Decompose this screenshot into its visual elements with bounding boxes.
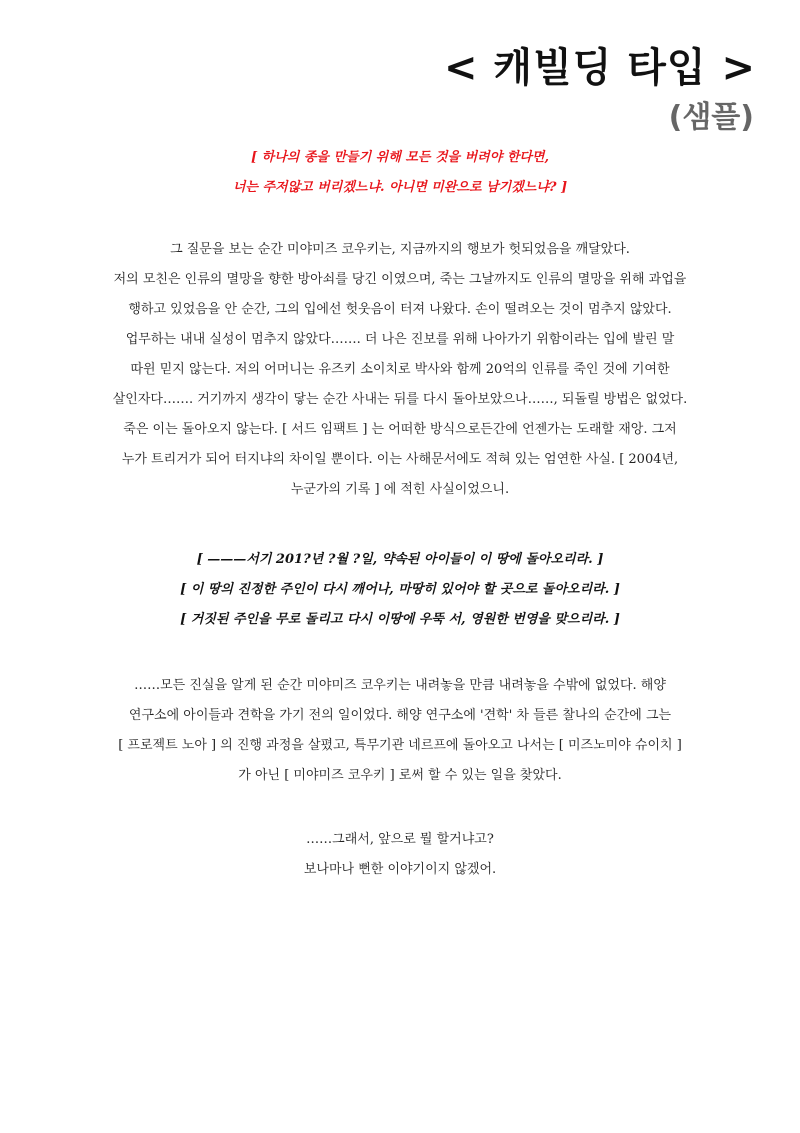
paragraph-line: 연구소에 아이들과 견학을 가기 전의 일이었다. 해양 연구소에 '견학' 차 들른 찰나의 순간에 그는 xyxy=(128,708,672,723)
paragraph-line: 그 질문을 보는 순간 미야미즈 코우키는, 지금까지의 행보가 헛되었음을 깨달았다. xyxy=(170,242,630,257)
paragraph-line: 누가 트리거가 되어 터지냐의 차이일 뿐이다. 이는 사해문서에도 적혀 있는 엄연한 사실. [ 2004년, xyxy=(121,452,679,467)
paragraph-line: 행하고 있었음을 안 순간, 그의 입에선 헛웃음이 터져 나왔다. 손이 떨려오는 것이 멈추지 않았다. xyxy=(128,302,672,317)
page-title: < 캐빌딩 타입 > xyxy=(443,45,756,91)
closing-text xyxy=(60,830,740,890)
quote-line: [ ———서기 201?년 ?월 ?일, 약속된 아이들이 이 땅에 돌아오리라. ] xyxy=(196,552,604,567)
paragraph-line: 누군가의 기록 ] 에 적힌 사실이었으니. xyxy=(290,482,510,497)
paragraph-1 xyxy=(60,240,740,510)
paragraph-line: [ 프로젝트 노아 ] 의 진행 과정을 살폈고, 특무기관 네르프에 돌아오고 나서는 [ 미즈노미야 슈이치 ] xyxy=(118,738,682,753)
quote-line: [ 이 땅의 진정한 주인이 다시 깨어나, 마땅히 있어야 할 곳으로 돌아오리라. ] xyxy=(180,582,620,597)
intro-question xyxy=(60,148,740,208)
prophecy-quote xyxy=(60,550,740,640)
intro-line: [ 하나의 종을 만들기 위해 모든 것을 버려야 한다면, xyxy=(250,150,550,165)
quote-line: [ 거짓된 주인을 무로 돌리고 다시 이땅에 우뚝 서, 영원한 번영을 맞으리라. ] xyxy=(180,612,620,627)
page-subtitle: (샘플) xyxy=(668,100,754,135)
paragraph-line: 죽은 이는 돌아오지 않는다. [ 서드 임팩트 ] 는 어떠한 방식으로든간에 언젠가는 도래할 재앙. 그저 xyxy=(123,422,677,437)
paragraph-line: 가 아닌 [ 미야미즈 코우키 ] 로써 할 수 있는 일을 찾았다. xyxy=(238,768,562,783)
closing-line: ……그래서, 앞으로 뭘 할거냐고? xyxy=(306,832,494,847)
intro-line: 너는 주저않고 버리겠느냐. 아니면 미완으로 남기겠느냐? ] xyxy=(232,180,568,195)
paragraph-line: ……모든 진실을 알게 된 순간 미야미즈 코우키는 내려놓을 만큼 내려놓을 수밖에 없었다. 해양 xyxy=(134,678,666,693)
paragraph-line: 살인자다……. 거기까지 생각이 닿는 순간 사내는 뒤를 다시 돌아보았으나……, 되돌릴 방법은 없었다. xyxy=(112,392,688,407)
paragraph-line: 업무하는 내내 실성이 멈추지 않았다……. 더 나은 진보를 위해 나아가기 위함이라는 입에 발린 말 xyxy=(125,332,675,347)
paragraph-line: 따윈 믿지 않는다. 저의 어머니는 유즈키 소이치로 박사와 함께 20억의 인류를 죽인 것에 기여한 xyxy=(130,362,670,377)
paragraph-line: 저의 모친은 인류의 멸망을 향한 방아쇠를 당긴 이였으며, 죽는 그날까지도 인류의 멸망을 위해 과업을 xyxy=(113,272,687,287)
closing-line: 보나마나 뻔한 이야기이지 않겠어. xyxy=(303,862,497,877)
paragraph-2 xyxy=(60,676,740,796)
